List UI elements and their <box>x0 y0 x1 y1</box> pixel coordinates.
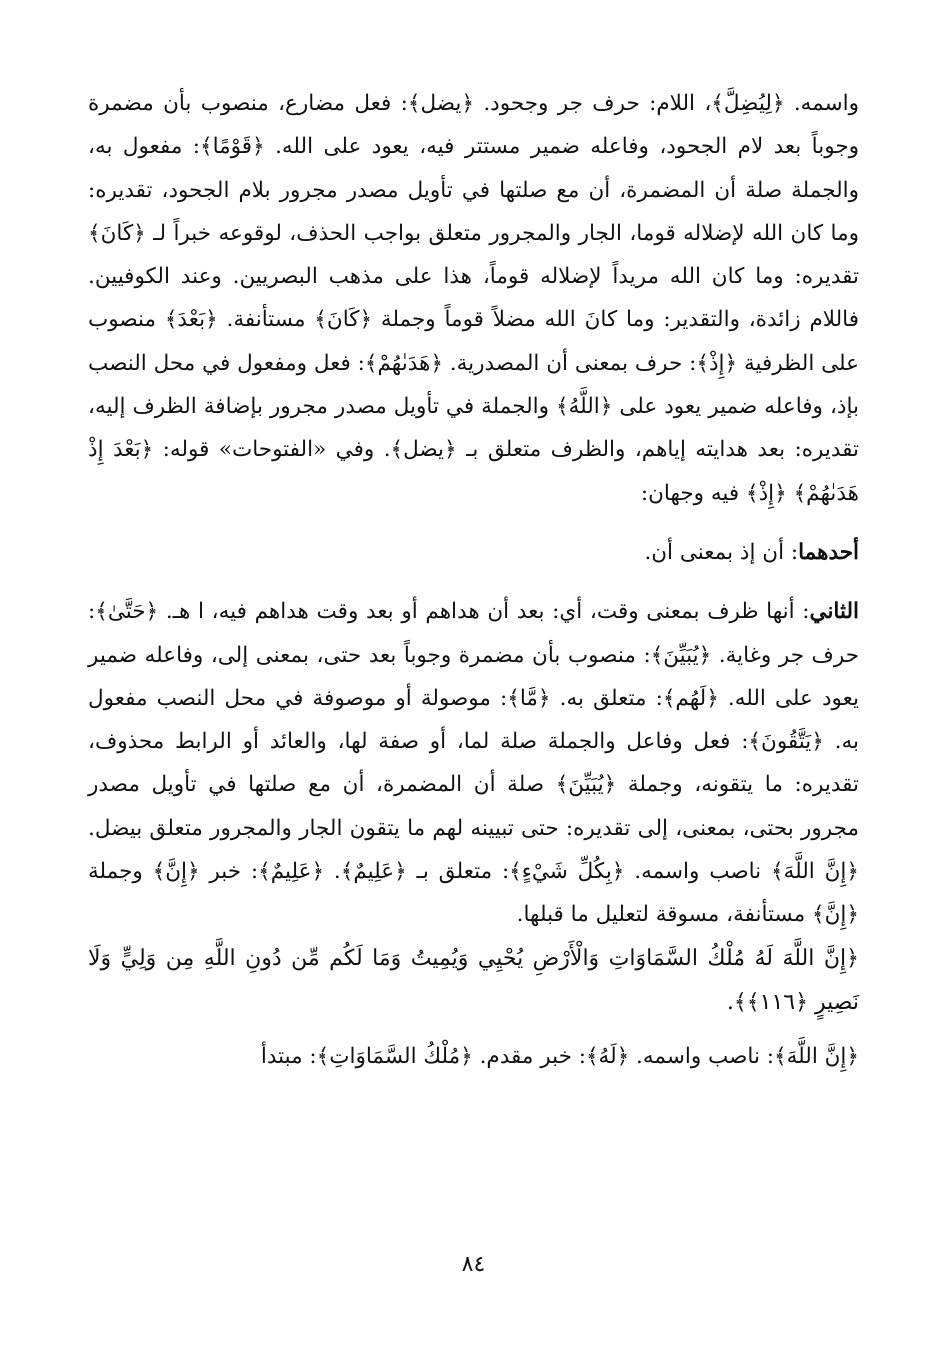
quran-verse <box>88 937 859 1025</box>
paragraph-text: واسمه. ﴿لِيُضِلَّ﴾، اللام: حرف جر وجحود. ﴿يضل﴾: فعل مضارع، منصوب بأن مضمرة وجوباً بعد لام الجحود، وفاعله ضمير مستتر فيه، يعود على الله. ﴿قَوْمًا﴾: مفعول به، والجملة صلة أن المضمرة، أن مع صلتها في تأويل مصدر مجرور بلام الجحود، تقديره: وما كان الله لإضلاله قوما، الجار والمجرور متعلق بواجب الحذف، لوقوعه خبراً لـ ﴿كَانَ﴾ تقديره: وما كان الله مريداً لإضلاله قوماً، هذا على مذهب البصريين. وعند الكوفيين. فاللام زائدة، والتقدير: وما كانَ الله مضلاً قوماً وجملة ﴿كَانَ﴾ مستأنفة. ﴿بَعْدَ﴾ منصوب على الظرفية ﴿إِذْ﴾: حرف بمعنى أن المصدرية. ﴿هَدَىٰهُمْ﴾: فعل ومفعول في محل النصب بإذ، وفاعله ضمير يعود على ﴿اللَّهُ﴾ والجملة في تأويل مصدر مجرور بإضافة الظرف إليه، تقديره: بعد هدايته إياهم، والظرف متعلق بـ ﴿يضل﴾. وفي «الفتوحات» قوله: ﴿بَعْدَ إِذْ هَدَىٰهُمْ﴾ ﴿إِذْ﴾ فيه وجهان: <box>88 91 859 506</box>
page-number: ٨٤ <box>461 1252 486 1277</box>
paragraph-verse-analysis <box>88 1035 859 1078</box>
paragraph-second-view <box>88 590 859 936</box>
term-heading: الثاني <box>809 599 859 625</box>
paragraph-text: : أنها ظرف بمعنى وقت، أي: بعد أن هداهم أو بعد وقت هداهم فيه، ا هـ. ﴿حَتَّىٰ﴾: حرف جر وغاية. ﴿يُبَيِّنَ﴾: منصوب بأن مضمرة وجوباً بعد حتى، بمعنى إلى، وفاعله ضمير يعود على الله. ﴿لَهُم﴾: متعلق به. ﴿مَّا﴾: موصولة أو موصوفة في محل النصب مفعول به. ﴿يَتَّقُونَ﴾: فعل وفاعل والجملة صلة لما، أو صفة لها، والعائد أو الرابط محذوف، تقديره: ما يتقونه، وجملة ﴿يُبَيِّنَ﴾ صلة أن المضمرة، أن مع صلتها في تأويل مصدر مجرور بحتى، بمعنى، إلى تقديره: حتى تبيينه لهم ما يتقون الجار والمجرور متعلق بيضل. ﴿إِنَّ اللَّهَ﴾ ناصب واسمه. ﴿بِكُلِّ شَيْءٍ﴾: متعلق بـ ﴿عَلِيمٌ﴾. ﴿عَلِيمٌ﴾: خبر ﴿إِنَّ﴾ وجملة ﴿إِنَّ﴾ مستأنفة، مسوقة لتعليل ما قبلها. <box>88 599 859 928</box>
paragraph-grammar-analysis <box>88 82 859 515</box>
term-heading: أحدهما <box>798 539 859 565</box>
paragraph-text: ﴿إِنَّ اللَّهَ﴾: ناصب واسمه. ﴿لَهُ﴾: خبر مقدم. ﴿مُلْكُ السَّمَاوَاتِ﴾: مبتدأ <box>260 1043 859 1069</box>
paragraph-first-view <box>88 531 859 574</box>
document-page <box>88 82 859 1304</box>
verse-text: ﴿إِنَّ اللَّهَ لَهُ مُلْكُ السَّمَاوَاتِ وَالْأَرْضِ يُحْيِي وَيُمِيتُ وَمَا لَكُم مِّن دُونِ اللَّهِ مِن وَلِيٍّ وَلَا نَصِيرٍ ﴿١١٦﴾﴾. <box>88 945 859 1015</box>
paragraph-text: : أن إذ بمعنى أن. <box>644 539 799 565</box>
